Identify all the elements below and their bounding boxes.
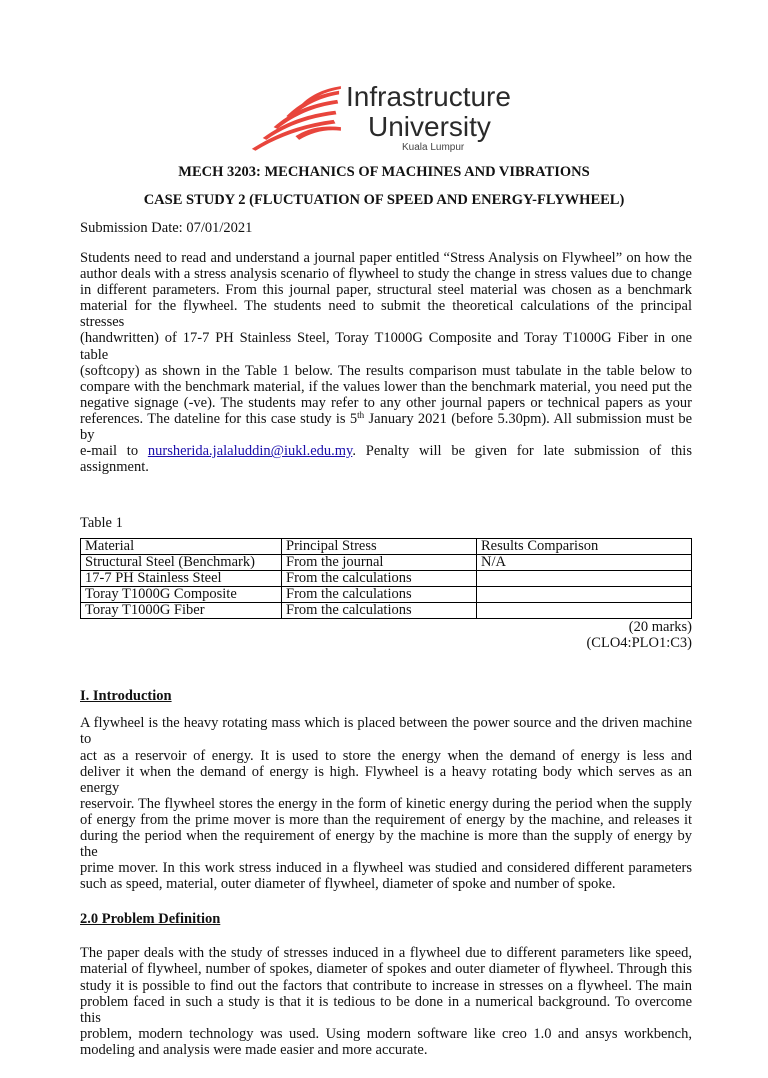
paragraph-line bbox=[80, 961, 692, 977]
line-text: January 2021 (before 5.30pm). All submission must be by bbox=[80, 410, 692, 444]
table-row bbox=[81, 587, 692, 603]
line-text: prime mover. In this work stress induced in a flywheel was studied and considered different parameters bbox=[80, 860, 692, 877]
line-text: material of flywheel, number of spokes, diameter of spokes and outer diameter of flywheel. Through this bbox=[80, 961, 692, 978]
problem-definition-paragraph bbox=[80, 945, 692, 1078]
line-text: of energy from the prime mover is more than the requirement of energy by the machine, and releases it bbox=[80, 811, 692, 828]
line-text: Students need to read and understand a journal paper entitled “Stress Analysis on Flywheel” on how the bbox=[80, 250, 692, 266]
superscript-th: th bbox=[357, 409, 365, 420]
table-row bbox=[81, 603, 692, 619]
header-cell: Results Comparison bbox=[477, 539, 692, 555]
paragraph-line bbox=[80, 796, 692, 812]
line-text: The paper deals with the study of stresses induced in a flywheel due to different parameters like speed, bbox=[80, 945, 692, 962]
paragraph-line bbox=[80, 330, 692, 362]
email-link[interactable]: nursherida.jalaluddin@iukl.edu.my bbox=[147, 443, 353, 460]
line-text: . Penalty will be given for late submission of this assignment. bbox=[80, 443, 692, 476]
paragraph-line bbox=[80, 443, 692, 475]
line-text: material for the flywheel. The students need to submit the theoretical calculations of the principal stresses bbox=[80, 298, 692, 331]
header-cell: Material bbox=[81, 539, 282, 555]
introduction-paragraph bbox=[80, 715, 692, 892]
line-text: reservoir. The flywheel stores the energy in the form of kinetic energy during the period when the supply bbox=[80, 795, 692, 812]
line-text: deliver it when the demand of energy is high. Flywheel is a heavy rotating body which serves as an energy bbox=[80, 763, 692, 796]
table-cell: Structural Steel (Benchmark) bbox=[81, 555, 282, 571]
line-text: (handwritten) of 17-7 PH Stainless Steel, Toray T1000G Composite and Toray T1000G Fiber in one table bbox=[80, 330, 692, 363]
table-header-row bbox=[81, 539, 692, 555]
table-row bbox=[81, 555, 692, 571]
paragraph-line bbox=[80, 395, 692, 411]
paragraph-line bbox=[80, 715, 692, 747]
book-swoosh-icon bbox=[250, 82, 350, 154]
table-cell bbox=[477, 587, 692, 603]
line-text: e-mail to bbox=[80, 443, 148, 460]
paragraph-line bbox=[80, 250, 692, 266]
logo-text-location: Kuala Lumpur bbox=[402, 142, 465, 153]
table-row bbox=[81, 571, 692, 587]
table-cell: From the calculations bbox=[282, 603, 477, 619]
table-cell: Toray T1000G Fiber bbox=[81, 603, 282, 619]
paragraph-line bbox=[80, 994, 692, 1026]
line-text: in different parameters. From this journal paper, structural steel material was chosen as a benchmark bbox=[80, 282, 692, 299]
paragraph-line bbox=[80, 1042, 692, 1058]
paragraph-line bbox=[80, 978, 692, 994]
table-label: Table 1 bbox=[80, 515, 123, 532]
table-cell: N/A bbox=[477, 555, 692, 571]
paragraph-line bbox=[80, 876, 692, 892]
line-text: study it is possible to find out the factors that contribute to increase in stresses on a flywheel. The main bbox=[80, 977, 692, 994]
paragraph-line bbox=[80, 411, 692, 443]
case-study-title: CASE STUDY 2 (FLUCTUATION OF SPEED AND ENERGY-FLYWHEEL) bbox=[143, 192, 625, 208]
line-text: (softcopy) as shown in the Table 1 below. The results comparison must tabulate in the table below to bbox=[80, 362, 692, 379]
problem-definition-heading: 2.0 Problem Definition bbox=[80, 911, 221, 928]
logo-text-university: University bbox=[368, 111, 491, 142]
submission-date: Submission Date: 07/01/2021 bbox=[80, 220, 253, 236]
header-cell: Principal Stress bbox=[282, 539, 477, 555]
university-logo bbox=[250, 82, 540, 154]
table-cell: From the calculations bbox=[282, 587, 477, 603]
line-text: modeling and analysis were made easier and more accurate. bbox=[80, 1041, 428, 1058]
line-text: author deals with a stress analysis scenario of flywheel to study the change in stress values due to change bbox=[80, 266, 692, 283]
paragraph-line bbox=[80, 379, 692, 395]
line-text: negative signage (-ve). The students may refer to any other journal papers or technical papers as your bbox=[80, 394, 692, 411]
clo-note: (CLO4:PLO1:C3) bbox=[586, 635, 692, 652]
paragraph-line bbox=[80, 764, 692, 796]
line-text: such as speed, material, outer diameter of flywheel, diameter of spoke and number of spoke. bbox=[80, 876, 616, 893]
table-cell bbox=[477, 571, 692, 587]
table-cell: Toray T1000G Composite bbox=[81, 587, 282, 603]
paragraph-line bbox=[80, 748, 692, 764]
table-cell bbox=[477, 603, 692, 619]
paragraph-line bbox=[80, 812, 692, 828]
paragraph-line bbox=[80, 828, 692, 860]
materials-table bbox=[80, 538, 692, 619]
paragraph-line bbox=[80, 945, 692, 961]
line-text: compare with the benchmark material, if the values lower than the benchmark material, you need put the bbox=[80, 378, 692, 395]
logo-text-infrastructure: Infrastructure bbox=[346, 81, 511, 112]
table-cell: From the journal bbox=[282, 555, 477, 571]
line-text: act as a reservoir of energy. It is used to store the energy when the demand of energy is less and bbox=[80, 747, 692, 764]
line-text: references. The dateline for this case study is 5 bbox=[80, 410, 358, 427]
line-text: during the period when the requirement of energy by the machine is more than the supply of energy by the bbox=[80, 827, 692, 861]
line-text: A flywheel is the heavy rotating mass which is placed between the power source and the driven machine to bbox=[80, 715, 692, 748]
line-text: problem faced in such a study is that it is tedious to be done in a numerical background. To overcome this bbox=[80, 993, 692, 1026]
table-cell: 17-7 PH Stainless Steel bbox=[81, 571, 282, 587]
instructions-paragraph bbox=[80, 250, 692, 475]
course-title: MECH 3203: MECHANICS OF MACHINES AND VIBRATIONS bbox=[178, 164, 590, 180]
paragraph-line bbox=[80, 363, 692, 379]
line-text: problem, modern technology was used. Using modern software like creo 1.0 and ansys workbench, bbox=[80, 1025, 692, 1042]
table-cell: From the calculations bbox=[282, 571, 477, 587]
paragraph-line bbox=[80, 282, 692, 298]
introduction-heading: I. Introduction bbox=[80, 688, 172, 705]
paragraph-line bbox=[80, 298, 692, 330]
paragraph-line bbox=[80, 266, 692, 282]
paragraph-line bbox=[80, 1026, 692, 1042]
marks-note: (20 marks) bbox=[628, 619, 692, 636]
paragraph-line bbox=[80, 860, 692, 876]
